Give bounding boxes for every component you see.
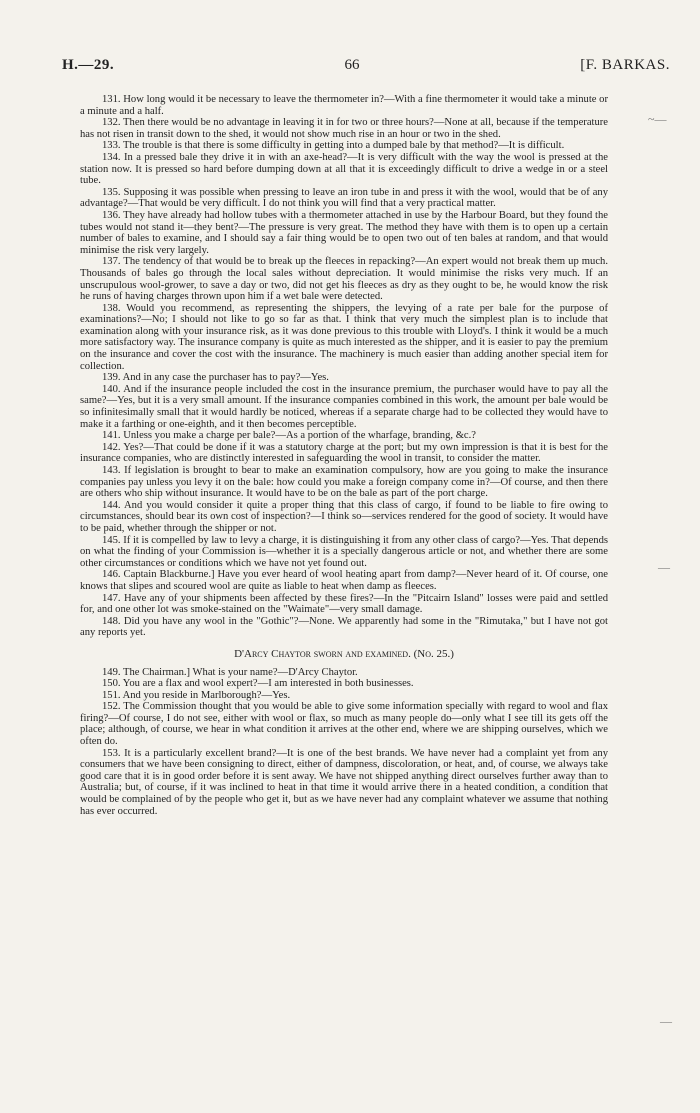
margin-mark: — (658, 560, 670, 574)
paragraph: 152. The Commission thought that you would be able to give some information specially with regard to wool and flax firing?—Of course, I do not see, either with wool or flax, so much as many people do—only what I see till its gets off the place; although, of course, we hear in what condition it arrives at the other end, where we are shipping ourselves, which we often do. (80, 701, 608, 748)
paragraph: 139. And in any case the purchaser has to pay?—Yes. (102, 372, 329, 384)
section-heading: D'Arcy Chaytor sworn and examined. (No. 25.) (234, 647, 454, 660)
paragraph: 137. The tendency of that would be to break up the fleeces in repacking?—An expert would not break them up much. Thousands of bales go through the local sales without depreciation. It would minimise the risks very much. If an unscrupulous wool-grower, to save a day or two, did not get his fleeces as dry as they ought to be, he would know the risk he runs of having charges thrown upon him if a wet bale were detected. (80, 256, 608, 303)
paragraph: 142. Yes?—That could be done if it was a statutory charge at the port; but my own impression is that it is best for the insurance companies, who are distinctly interested in safeguarding the wool in transit, to consider the matter. (80, 441, 608, 465)
paragraph: 146. Captain Blackburne.] Have you ever heard of wool heating apart from damp?—Never heard of it. Of course, one knows that slipes and scoured wool are quite as liable to heat when damp as fleeces. (80, 569, 608, 592)
paragraph: 136. They have already had hollow tubes with a thermometer attached in use by the Harbour Board, but they found the tubes would not stand it—they bent?—The pressure is very great. The method they have with them is to open up a certain number of bales to examine, and I should say a fair thing would be to open two out of ten bales at random, and that would minimise the risk very largely. (80, 209, 608, 256)
paragraph: 141. Unless you make a charge per bale?—As a portion of the wharfage, branding, &c.? (102, 430, 476, 442)
paragraph: 150. You are a flax and wool expert?—I am interested in both businesses. (102, 678, 414, 690)
margin-mark: ~— (648, 112, 667, 126)
document-body (80, 94, 608, 817)
page-number: 66 (344, 57, 360, 73)
paragraph: 134. In a pressed bale they drive it in with an axe-head?—It is very difficult with the way the wool is pressed at the station now. It is pressed so hard before dumping down at all that it is exceedingly difficult to drive a wedge in or a steel tube. (80, 151, 608, 187)
paragraph: 144. And you would consider it quite a proper thing that this class of cargo, if found to be liable to fire owing to circumstances, should bear its own cost of inspection?—I think so—services rendered for the good of society. It would have to be paid, whether through the shipper or not. (80, 499, 608, 534)
paragraph: 153. It is a particularly excellent brand?—It is one of the best brands. We have never had a complaint yet from any consumers that we have been consigning to direct, either of dampness, discoloration, or heat, and, of course, we always take good care that it is in good order before it is sent away. We have not shipped anything direct ourselves further away than to Australia; but, of course, if it was inclined to heat in that time it would arrive there in a heated condition, a condition that would be complained of by the people who get it, but as we have never had any complaint whatever we assume that nothing has ever occurred. (80, 747, 608, 817)
header-right: [F. BARKAS. (580, 57, 670, 73)
paragraph: 148. Did you have any wool in the "Gothic"?—None. We apparently had some in the "Rimutaka," but I have not got any reports yet. (80, 615, 608, 639)
running-header (62, 57, 670, 77)
paragraph: 135. Supposing it was possible when pressing to leave an iron tube in and press it with the wool, would that be of any advantage?—That would be very difficult. I do not think you will find that a very practical matter. (80, 186, 608, 210)
header-left: H.—29. (62, 57, 115, 73)
paragraph: 140. And if the insurance people included the cost in the insurance premium, the purchaser would have to pay all the same?—Yes, but it is a very small amount. If the insurance companies combined in this work, the amount per bale would be so infinitesimally small that it would hardly be noticed, whereas if a separate charge had to be collected they would have to make it a farthing or one-eighth, and it then becomes perceptible. (80, 383, 608, 430)
paragraph: 138. Would you recommend, as representing the shippers, the levying of a rate per bale for the purpose of examinations?—No; I should not like to go so far as that. I think that very much the simplest plan is to include that examination along with your insurance risk, as it was done previous to this trouble with Lloyd's. I think it would be a much more satisfactory way. The insurance company is quite as much interested as the shipper, and it is easier to pay the premium on the insurance and cover the cost with the insurance. The machinery is much easier than adding another special item for collection. (80, 302, 608, 372)
paragraph: 143. If legislation is brought to bear to make an examination compulsory, how are you going to make the insurance companies pay unless you levy it on the bale: how could you make a foreign company come in?—Of course, and then there are others who ship without insurance. It would have to be on the bale as part of the port charge. (80, 465, 608, 500)
paragraph: 147. Have any of your shipments been affected by these fires?—In the "Pitcairn Island" losses were paid and settled for, and one other lot was smoke-stained on the "Waimate"—very small damage. (80, 592, 608, 616)
paragraph: 132. Then there would be no advantage in leaving it in for two or three hours?—None at all, because if the temperature has not risen in transit down to the shed, it would not show much rise in an hour or two in the shed. (80, 117, 608, 140)
paragraph: 151. And you reside in Marlborough?—Yes. (102, 689, 291, 701)
paragraph: 145. If it is compelled by law to levy a charge, it is distinguishing it from any other class of cargo?—Yes. That depends on what the finding of your Commission is—whether it is a specially dangerous article or not, and whether there are some other circumstances or conditions which we have not yet found out. (80, 534, 608, 569)
paragraph: 149. The Chairman.] What is your name?—D'Arcy Chaytor. (102, 666, 358, 678)
paragraph: 133. The trouble is that there is some difficulty in getting into a dumped bale by that method?—It is difficult. (102, 140, 565, 152)
margin-mark: — (660, 1014, 672, 1028)
paragraph: 131. How long would it be necessary to leave the thermometer in?—With a fine thermometer it would take a minute or a minute and a half. (80, 94, 608, 117)
